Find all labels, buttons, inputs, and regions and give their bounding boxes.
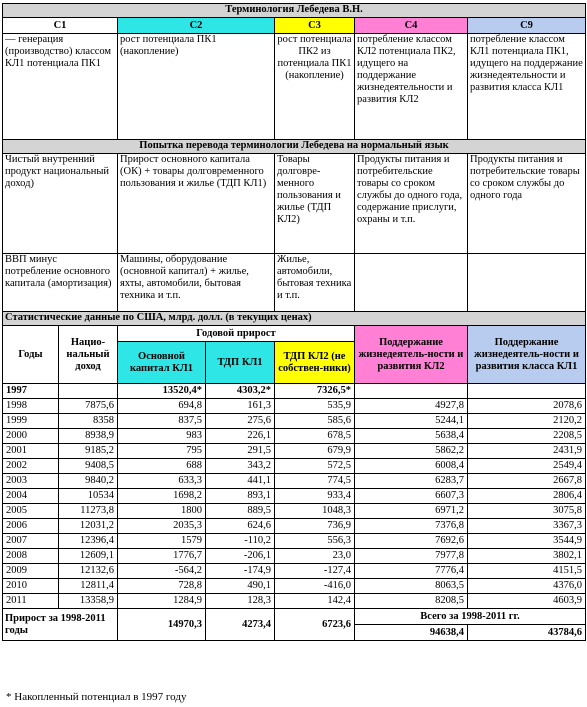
cell-year: 2010	[3, 579, 59, 594]
stats-title: Статистические данные по США, млрд. долл. (в текущих ценах)	[3, 312, 586, 326]
code-c9: С9	[468, 18, 586, 34]
total-support-kl1: 43784,6	[468, 625, 586, 641]
table-row	[3, 444, 586, 459]
cell-year: 2003	[3, 474, 59, 489]
cell-fc: 2035,3	[118, 519, 206, 534]
code-c4: С4	[355, 18, 468, 34]
cell-t1: 161,3	[206, 399, 275, 414]
cell-s2: 6283,7	[355, 474, 468, 489]
cell-t1: 889,5	[206, 504, 275, 519]
desc-c4: потребление классом КЛ2 потенциала ПК2, идущего на поддержание жизнедеятельности и развития КЛ2	[355, 34, 468, 140]
normal-desc2-c3: Жилье, автомобили, бытовая техника и т.п.	[275, 254, 355, 312]
cell-s1: 2208,5	[468, 429, 586, 444]
table-row	[3, 519, 586, 534]
cell-ni: 12609,1	[59, 549, 118, 564]
cell-s1: 4376,0	[468, 579, 586, 594]
cell-s1: 2078,6	[468, 399, 586, 414]
cell-t2: 535,9	[275, 399, 355, 414]
total-growth-label: Прирост за 1998-2011 годы	[3, 609, 118, 641]
cell-s2: 5244,1	[355, 414, 468, 429]
header-annual-growth: Годовой прирост	[118, 326, 355, 342]
cell-year: 2008	[3, 549, 59, 564]
normal-desc2-c9	[468, 254, 586, 312]
cell-s1: 3544,9	[468, 534, 586, 549]
cell-s2: 6008,4	[355, 459, 468, 474]
cell-s1: 4151,5	[468, 564, 586, 579]
header-national-income: Нацио-нальный доход	[59, 326, 118, 384]
header-tdp-kl2: ТДП КЛ2 (не собствен-ники)	[275, 342, 355, 384]
cell-s1: 2667,8	[468, 474, 586, 489]
cell-t1: 624,6	[206, 519, 275, 534]
table-row	[3, 414, 586, 429]
cell-t1: 441,1	[206, 474, 275, 489]
cell-ni: 13358,9	[59, 594, 118, 609]
footnote: * Накопленный потенциал в 1997 году	[6, 691, 187, 703]
table-row	[3, 594, 586, 609]
cell-fc: -564,2	[118, 564, 206, 579]
cell-ni: 7875,6	[59, 399, 118, 414]
total-tdp-kl2: 6723,6	[275, 609, 355, 641]
table-row	[3, 429, 586, 444]
cell-ni: 12132,6	[59, 564, 118, 579]
cell-t2: 23,0	[275, 549, 355, 564]
cell-s2: 7376,8	[355, 519, 468, 534]
cell-t2: -127,4	[275, 564, 355, 579]
cell-ni: 10534	[59, 489, 118, 504]
cell-s1	[468, 384, 586, 399]
cell-t1: -174,9	[206, 564, 275, 579]
cell-s1: 2806,4	[468, 489, 586, 504]
cell-t2: 142,4	[275, 594, 355, 609]
cell-t1: 275,6	[206, 414, 275, 429]
cell-year: 2002	[3, 459, 59, 474]
desc-c1: — генерация (производство) классом КЛ1 потенциала ПК1	[3, 34, 118, 140]
cell-t1: -110,2	[206, 534, 275, 549]
cell-t1: 291,5	[206, 444, 275, 459]
cell-t2: 572,5	[275, 459, 355, 474]
header-support-kl1: Поддержание жизнедеятель-ности и развития класса КЛ1	[468, 326, 586, 384]
cell-year: 2004	[3, 489, 59, 504]
cell-ni: 12031,2	[59, 519, 118, 534]
cell-s2: 7776,4	[355, 564, 468, 579]
header-fixed-capital: Основной капитал КЛ1	[118, 342, 206, 384]
header-support-kl2: Поддержание жизнедеятель-ности и развития КЛ2	[355, 326, 468, 384]
table-row	[3, 579, 586, 594]
cell-fc: 728,8	[118, 579, 206, 594]
total-support-kl2: 94638,4	[355, 625, 468, 641]
cell-year: 1999	[3, 414, 59, 429]
terminology-table	[2, 3, 586, 641]
cell-s2: 8063,5	[355, 579, 468, 594]
cell-fc: 633,3	[118, 474, 206, 489]
cell-t2: 933,4	[275, 489, 355, 504]
cell-year: 1997	[3, 384, 59, 399]
cell-fc: 1698,2	[118, 489, 206, 504]
cell-ni: 8938,9	[59, 429, 118, 444]
normal-desc-c1: Чистый внутренний продукт национальный доход)	[3, 154, 118, 254]
normal-desc-c3: Товары долговре-менного пользования и жилье (ТДП КЛ2)	[275, 154, 355, 254]
table-row	[3, 474, 586, 489]
normal-desc-c2: Прирост основного капитала (ОК) + товары долговременного пользования и жилье (ТДП КЛ1)	[118, 154, 275, 254]
cell-t2: 736,9	[275, 519, 355, 534]
cell-s2: 7977,8	[355, 549, 468, 564]
cell-ni	[59, 384, 118, 399]
cell-t2: 678,5	[275, 429, 355, 444]
desc-c9: потребление классом КЛ1 потенциала ПК1, идущего на поддержание жизнедеятельности и развития класса КЛ1	[468, 34, 586, 140]
cell-t2: 1048,3	[275, 504, 355, 519]
normal-desc-c9: Продукты питания и потребительские товары со сроком службы до одного года	[468, 154, 586, 254]
cell-t2: 7326,5*	[275, 384, 355, 399]
cell-s2	[355, 384, 468, 399]
cell-year: 2001	[3, 444, 59, 459]
cell-ni: 11273,8	[59, 504, 118, 519]
table-row	[3, 489, 586, 504]
cell-t1: 893,1	[206, 489, 275, 504]
cell-year: 1998	[3, 399, 59, 414]
cell-s1: 3075,8	[468, 504, 586, 519]
header-years: Годы	[3, 326, 59, 384]
cell-s2: 6971,2	[355, 504, 468, 519]
cell-fc: 795	[118, 444, 206, 459]
cell-ni: 12396,4	[59, 534, 118, 549]
cell-s2: 8208,5	[355, 594, 468, 609]
table-row	[3, 504, 586, 519]
cell-s1: 2431,9	[468, 444, 586, 459]
cell-s2: 4927,8	[355, 399, 468, 414]
cell-ni: 9185,2	[59, 444, 118, 459]
normal-desc2-c1: ВВП минус потребление основного капитала (амортизация)	[3, 254, 118, 312]
attempt-title: Попытка перевода терминологии Лебедева на нормальный язык	[3, 140, 586, 154]
cell-year: 2009	[3, 564, 59, 579]
cell-t2: 774,5	[275, 474, 355, 489]
header-tdp-kl1: ТДП КЛ1	[206, 342, 275, 384]
cell-s1: 2120,2	[468, 414, 586, 429]
code-c3: С3	[275, 18, 355, 34]
cell-s2: 6607,3	[355, 489, 468, 504]
total-fixed-capital: 14970,3	[118, 609, 206, 641]
normal-desc2-c4	[355, 254, 468, 312]
cell-fc: 13520,4*	[118, 384, 206, 399]
cell-year: 2005	[3, 504, 59, 519]
cell-s1: 4603,9	[468, 594, 586, 609]
cell-fc: 694,8	[118, 399, 206, 414]
total-tdp-kl1: 4273,4	[206, 609, 275, 641]
cell-t1: -206,1	[206, 549, 275, 564]
table-row	[3, 534, 586, 549]
cell-t2: 556,3	[275, 534, 355, 549]
cell-t2: 585,6	[275, 414, 355, 429]
code-c1: С1	[3, 18, 118, 34]
cell-t1: 128,3	[206, 594, 275, 609]
cell-year: 2011	[3, 594, 59, 609]
cell-fc: 983	[118, 429, 206, 444]
table-row	[3, 384, 586, 399]
cell-year: 2006	[3, 519, 59, 534]
cell-ni: 9840,2	[59, 474, 118, 489]
cell-t1: 226,1	[206, 429, 275, 444]
cell-fc: 1284,9	[118, 594, 206, 609]
desc-c2: рост потенциала ПК1 (накопление)	[118, 34, 275, 140]
data-rows	[3, 384, 586, 609]
cell-year: 2007	[3, 534, 59, 549]
cell-t1: 4303,2*	[206, 384, 275, 399]
cell-t2: 679,9	[275, 444, 355, 459]
table-row	[3, 564, 586, 579]
cell-fc: 1800	[118, 504, 206, 519]
cell-s2: 5862,2	[355, 444, 468, 459]
table-row	[3, 459, 586, 474]
cell-fc: 688	[118, 459, 206, 474]
cell-s1: 3802,1	[468, 549, 586, 564]
cell-ni: 12811,4	[59, 579, 118, 594]
table-row	[3, 399, 586, 414]
cell-ni: 8358	[59, 414, 118, 429]
cell-s2: 5638,4	[355, 429, 468, 444]
cell-fc: 1776,7	[118, 549, 206, 564]
table-row	[3, 549, 586, 564]
cell-year: 2000	[3, 429, 59, 444]
desc-c3: рост потенциала ПК2 из потенциала ПК1 (накопление)	[275, 34, 355, 140]
cell-t2: -416,0	[275, 579, 355, 594]
cell-t1: 490,1	[206, 579, 275, 594]
cell-s1: 2549,4	[468, 459, 586, 474]
cell-s2: 7692,6	[355, 534, 468, 549]
cell-ni: 9408,5	[59, 459, 118, 474]
title: Терминология Лебедева В.Н.	[3, 4, 586, 18]
cell-fc: 1579	[118, 534, 206, 549]
total-all-label: Всего за 1998-2011 гг.	[355, 609, 586, 625]
cell-t1: 343,2	[206, 459, 275, 474]
cell-s1: 3367,3	[468, 519, 586, 534]
normal-desc2-c2: Машины, оборудование (основной капитал) + жилье, яхты, автомобили, бытовая техника и т.п.	[118, 254, 275, 312]
normal-desc-c4: Продукты питания и потребительские товары со сроком службы до одного года, содержание прислуги, охраны и т.п.	[355, 154, 468, 254]
code-c2: С2	[118, 18, 275, 34]
cell-fc: 837,5	[118, 414, 206, 429]
